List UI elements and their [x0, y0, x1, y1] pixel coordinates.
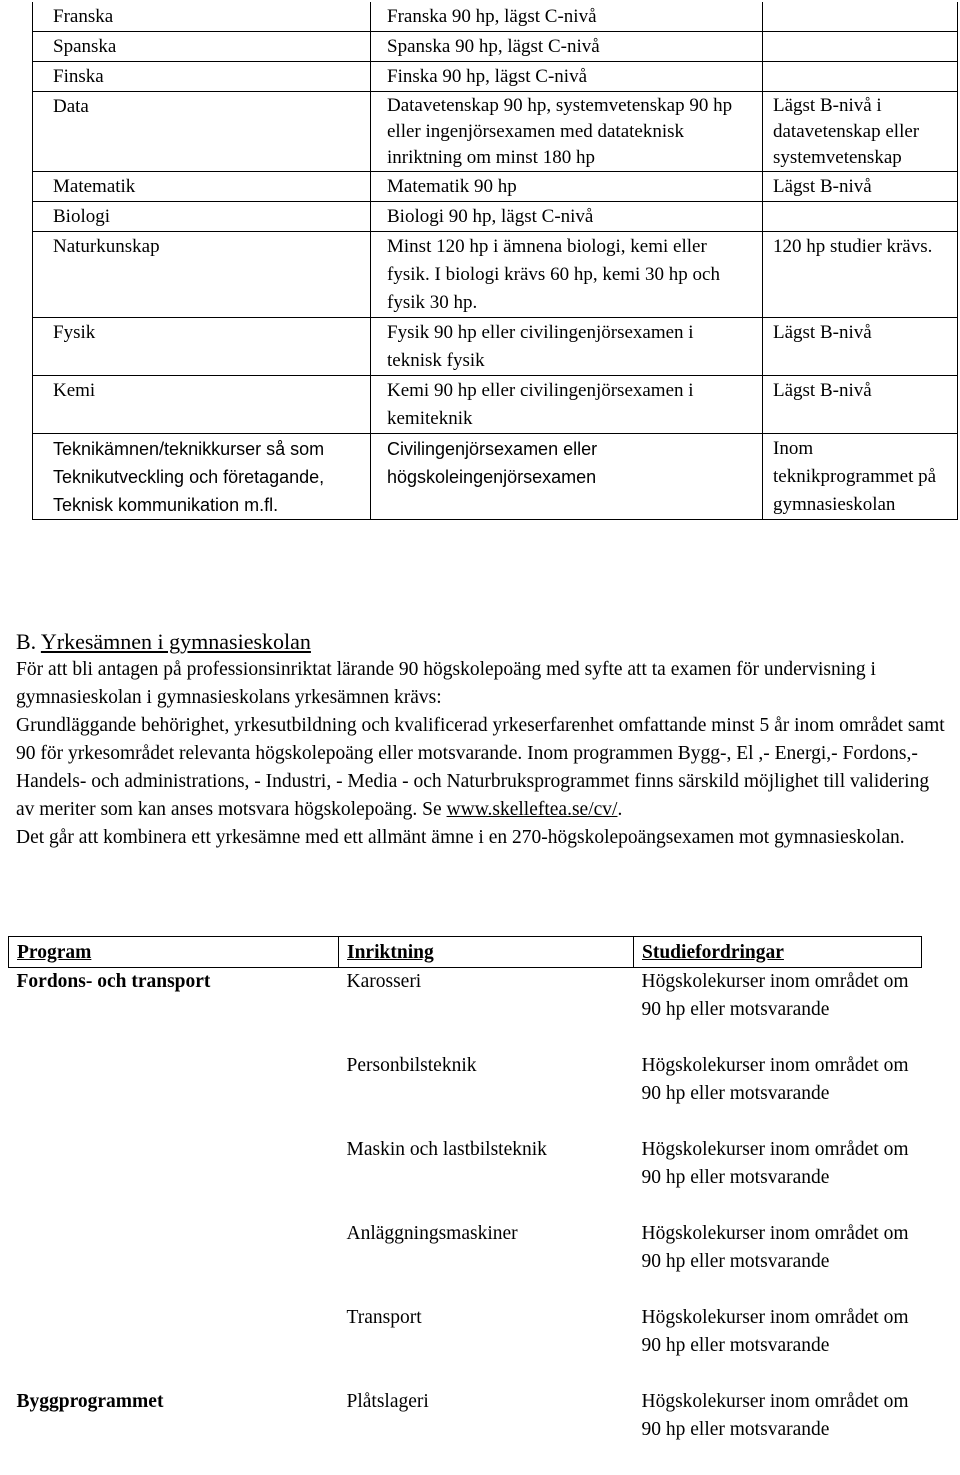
paragraph: För att bli antagen på professionsinriktat lärande 90 högskolepoäng med syfte att ta examen för undervisning i gymnasieskolan i gymnasieskolans yrkesämnen krävs: — [16, 659, 876, 708]
requirement-cell: Fysik 90 hp eller civilingenjörsexamen i teknisk fysik — [371, 318, 763, 376]
krav-cell: Högskolekurser inom området om 90 hp eller motsvarande — [641, 971, 909, 1020]
header-program: Program — [9, 937, 339, 968]
section-b — [16, 628, 946, 852]
note-cell — [763, 202, 958, 232]
subject-cell: Finska — [33, 62, 371, 92]
program-cell — [9, 1136, 339, 1220]
requirement-cell: Franska 90 hp, lägst C-nivå — [371, 2, 763, 32]
inriktning-cell: Transport — [346, 1307, 422, 1328]
program-table — [8, 936, 922, 1472]
table-row — [9, 1052, 922, 1136]
table-row — [33, 318, 958, 376]
paragraph — [16, 712, 946, 824]
paragraph-end: . — [617, 799, 623, 820]
requirements-table — [32, 2, 958, 520]
program-cell: Byggprogrammet — [16, 1391, 164, 1412]
note-cell: 120 hp studier krävs. — [763, 232, 958, 318]
requirement-cell: Matematik 90 hp — [371, 172, 763, 202]
subject-cell: Biologi — [33, 202, 371, 232]
inriktning-cell: Plåtslageri — [346, 1391, 429, 1412]
inriktning-cell: Personbilsteknik — [346, 1055, 477, 1076]
table-row — [33, 32, 958, 62]
program-cell: Fordons- och transport — [16, 971, 211, 992]
table-row — [9, 1136, 922, 1220]
requirement-cell: Biologi 90 hp, lägst C-nivå — [371, 202, 763, 232]
subject-cell: Teknikämnen/teknikkurser så som Teknikutveckling och företagande, Teknisk kommunikation m.fl. — [33, 434, 371, 520]
table-row — [9, 1220, 922, 1304]
table-row — [33, 172, 958, 202]
section-heading — [16, 628, 946, 656]
table-row — [9, 1388, 922, 1472]
requirement-cell: Spanska 90 hp, lägst C-nivå — [371, 32, 763, 62]
header-studiefordringar: Studiefordringar — [634, 937, 922, 968]
table-row — [33, 62, 958, 92]
section-prefix: B. — [16, 629, 37, 654]
program-cell — [9, 1304, 339, 1388]
requirement-cell: Minst 120 hp i ämnena biologi, kemi eller fysik. I biologi krävs 60 hp, kemi 30 hp och fysik 30 hp. — [371, 232, 763, 318]
table-row — [33, 232, 958, 318]
note-cell — [763, 32, 958, 62]
website-link[interactable]: www.skelleftea.se/cv/ — [446, 799, 618, 820]
requirement-cell: Civilingenjörsexamen eller högskoleingenjörsexamen — [371, 434, 763, 520]
krav-cell: Högskolekurser inom området om 90 hp eller motsvarande — [641, 1391, 909, 1440]
inriktning-cell: Anläggningsmaskiner — [346, 1223, 518, 1244]
requirement-cell: Kemi 90 hp eller civilingenjörsexamen i kemiteknik — [371, 376, 763, 434]
subject-cell: Franska — [33, 2, 371, 32]
subject-cell: Data — [33, 92, 371, 172]
program-cell — [9, 1052, 339, 1136]
note-cell: Lägst B-nivå — [763, 318, 958, 376]
note-cell: Lägst B-nivå — [763, 172, 958, 202]
requirement-cell: Datavetenskap 90 hp, systemvetenskap 90 hp eller ingenjörsexamen med datateknisk inriktning om minst 180 hp — [371, 92, 763, 172]
table-row — [9, 1304, 922, 1388]
inriktning-cell: Karosseri — [346, 971, 422, 992]
table-header-row — [9, 937, 922, 968]
table-row — [33, 2, 958, 32]
note-cell: Lägst B-nivå i datavetenskap eller systemvetenskap — [763, 92, 958, 172]
paragraph-text: Grundläggande behörighet, yrkesutbildning och kvalificerad yrkeserfarenhet omfattande minst 5 år inom området samt 90 för yrkesområdet relevanta högskolepoäng eller motsvarande. Inom programmen Bygg-, El ,- Energi,- Fordons,- Handels- och administrations, - Industri, - Media - och Naturbruksprogrammet finns särskild möjlighet till validering av meriter som kan anses motsvara högskolepoäng. Se — [16, 715, 945, 820]
table-row — [33, 202, 958, 232]
program-cell — [9, 1220, 339, 1304]
krav-cell: Högskolekurser inom området om 90 hp eller motsvarande — [641, 1055, 909, 1104]
subject-cell: Naturkunskap — [33, 232, 371, 318]
table-row — [33, 434, 958, 520]
inriktning-cell: Maskin och lastbilsteknik — [346, 1139, 547, 1160]
note-cell — [763, 2, 958, 32]
note-cell: Lägst B-nivå — [763, 376, 958, 434]
table-row — [33, 376, 958, 434]
paragraph: Det går att kombinera ett yrkesämne med ett allmänt ämne i en 270-högskolepoängsexamen mot gymnasieskolan. — [16, 827, 905, 848]
krav-cell: Högskolekurser inom området om 90 hp eller motsvarande — [641, 1139, 909, 1188]
requirement-cell: Finska 90 hp, lägst C-nivå — [371, 62, 763, 92]
table-row — [9, 968, 922, 1053]
subject-cell: Kemi — [33, 376, 371, 434]
subject-cell: Matematik — [33, 172, 371, 202]
krav-cell: Högskolekurser inom området om 90 hp eller motsvarande — [641, 1307, 909, 1356]
note-cell: Inom teknikprogrammet på gymnasieskolan — [763, 434, 958, 520]
header-inriktning: Inriktning — [339, 937, 634, 968]
krav-cell: Högskolekurser inom området om 90 hp eller motsvarande — [641, 1223, 909, 1272]
table-row — [33, 92, 958, 172]
subject-cell: Spanska — [33, 32, 371, 62]
subject-cell: Fysik — [33, 318, 371, 376]
note-cell — [763, 62, 958, 92]
section-title: Yrkesämnen i gymnasieskolan — [40, 629, 311, 654]
